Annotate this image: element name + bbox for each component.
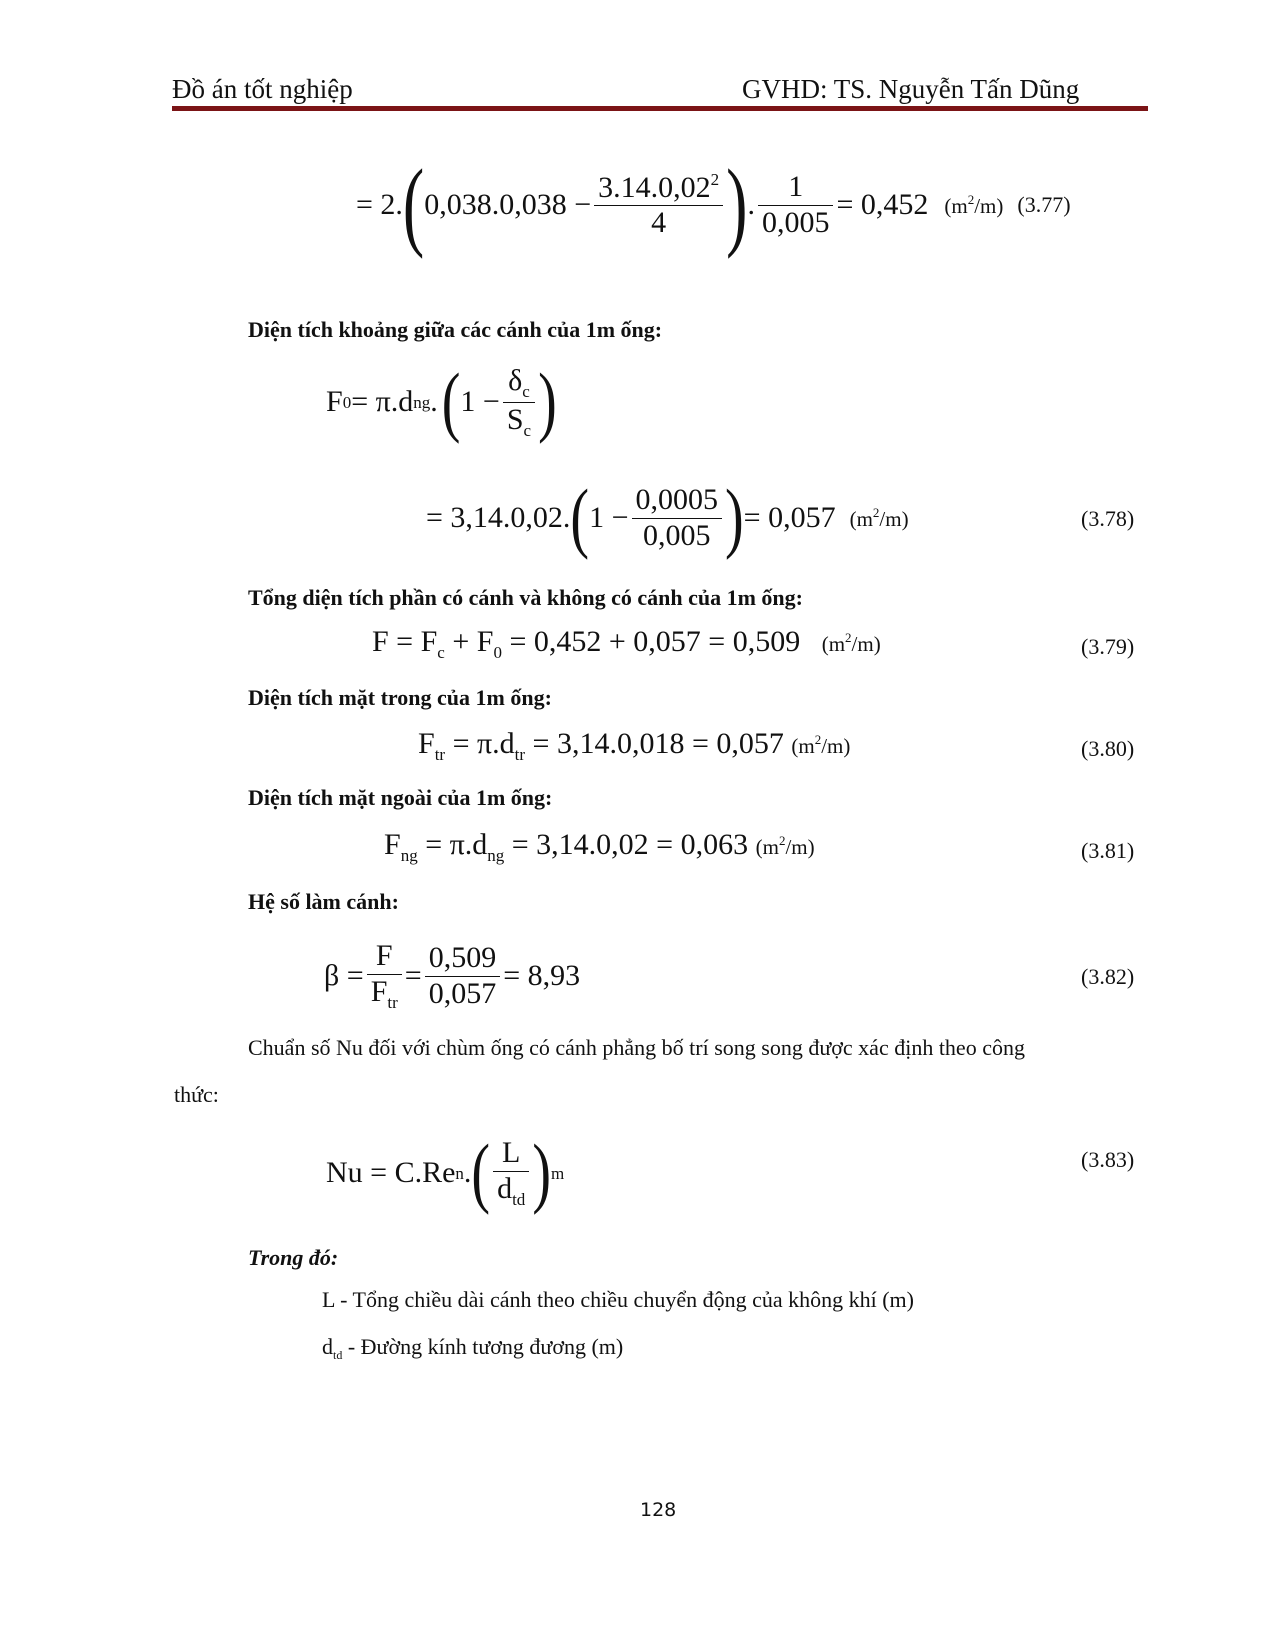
heading-fin-gap-area: Diện tích khoảng giữa các cánh của 1m ống:: [248, 317, 663, 342]
definition-d-td: [322, 1334, 623, 1363]
f0-sub: 0: [342, 392, 352, 412]
eq378-den: 0,005: [643, 518, 711, 552]
eq377-fraction-2: [758, 170, 834, 240]
eq377-close-paren: ): [726, 149, 748, 260]
eq383-den: d: [497, 1171, 513, 1205]
eq380-unit: $(m^2/m)$: [791, 732, 851, 758]
equation-3-83: [326, 1125, 564, 1221]
equation-f0-definition: [326, 360, 557, 444]
eq378-one-minus: 1 −: [589, 501, 629, 534]
equation-3-79: [372, 627, 881, 661]
eq379-part2: + F: [444, 625, 494, 658]
eq383-num: L: [502, 1136, 521, 1170]
eq382-num2: 0,509: [428, 941, 497, 974]
eq377-num-exp: 2: [710, 169, 720, 189]
header-title-left: Đồ án tốt nghiệp: [172, 74, 353, 104]
eq380-sub2: tr: [514, 745, 526, 764]
eq380-part3: = 3,14.0,018 = 0,057: [525, 727, 784, 760]
eq377-num2: 1: [788, 170, 804, 203]
eq379-unit: $(m^2/m)$: [821, 630, 881, 656]
eq381-sub2: ng: [487, 846, 505, 865]
eq382-den1-sub: tr: [387, 992, 398, 1012]
eq380-part1: F: [418, 727, 435, 760]
eq379-number: (3.79): [1081, 634, 1135, 659]
page-number: 128: [640, 1499, 677, 1521]
eq377-inner: 0,038.0,038 −: [424, 188, 592, 221]
eq377-number: (3.77): [1017, 192, 1071, 217]
eq377-dot: .: [747, 188, 755, 221]
equation-3-81: [384, 830, 815, 864]
eq381-unit: $(m^2/m)$: [755, 833, 815, 859]
eq379-part3: = 0,452 + 0,057 = 0,509: [501, 625, 801, 658]
eq383-exp-n: n: [455, 1163, 464, 1183]
eq378-num: 0,0005: [635, 483, 718, 516]
eq383-number: (3.83): [1081, 1147, 1135, 1172]
heading-fin-coefficient: Hệ số làm cánh:: [248, 889, 399, 914]
eq382-fraction-2: [425, 941, 501, 1011]
heading-inner-area: Diện tích mặt trong của 1m ống:: [248, 685, 552, 710]
f0-fraction: [503, 364, 535, 440]
eq383-fraction: [493, 1136, 529, 1209]
paragraph-nu-line1: Chuẩn số Nu đối với chùm ống có cánh phẳng bố trí song song được xác định theo công: [248, 1035, 1025, 1060]
f0-mid: = π.d: [351, 385, 414, 418]
eq377-den: 4: [651, 206, 667, 239]
definition-L: L - Tổng chiều dài cánh theo chiều chuyển động của không khí (m): [322, 1287, 914, 1312]
eq382-den1: F: [370, 974, 388, 1008]
f0-symbol: F: [326, 385, 343, 418]
paragraph-nu-line2: thức:: [174, 1082, 219, 1107]
eq377-den2: 0,005: [761, 205, 830, 239]
f0-num: δ: [508, 363, 523, 397]
eq382-result: = 8,93: [503, 959, 581, 992]
def-d-symbol: d: [322, 1334, 333, 1359]
f0-den-sub: c: [523, 420, 532, 440]
eq381-part1: F: [384, 828, 401, 861]
eq382-den2: 0,057: [428, 976, 497, 1010]
eq381-number: (3.81): [1081, 838, 1135, 863]
eq377-lead: = 2.: [356, 188, 403, 221]
eq377-result: = 0,452: [836, 188, 929, 221]
eq378-unit: $(m^2/m)$: [849, 505, 909, 531]
eq382-num1: F: [375, 939, 393, 973]
heading-total-area: Tổng diện tích phần có cánh và không có cánh của 1m ống:: [248, 585, 803, 610]
eq382-fraction-1: [367, 939, 402, 1012]
equation-3-82: [324, 933, 580, 1019]
eq379-sub1: c: [437, 643, 445, 662]
eq377-unit: $(m^2/m)$: [944, 192, 1004, 218]
f0-num-sub: c: [522, 381, 530, 401]
eq377-fraction: [594, 170, 723, 241]
equation-3-77: [356, 149, 1071, 260]
eq381-sub1: ng: [400, 846, 418, 865]
eq380-part2: = π.d: [445, 727, 515, 760]
def-d-text: - Đường kính tương đương (m): [342, 1334, 624, 1359]
eq383-open-paren: (: [471, 1129, 491, 1217]
eq378-lead: = 3,14.0,02.: [426, 501, 571, 534]
eq378-fraction: [632, 483, 723, 553]
eq382-equals: =: [404, 959, 422, 992]
eq379-part1: F = F: [372, 625, 438, 658]
def-d-sub: td: [333, 1348, 343, 1362]
eq378-open-paren: (: [570, 474, 590, 562]
eq381-part3: = 3,14.0,02 = 0,063: [504, 828, 749, 861]
equation-3-78: [426, 476, 909, 560]
equation-3-80: [418, 729, 850, 763]
eq378-close-paren: ): [725, 474, 744, 562]
eq378-number: (3.78): [1081, 506, 1135, 531]
f0-den: S: [506, 402, 524, 436]
heading-outer-area: Diện tích mặt ngoài của 1m ống:: [248, 785, 553, 810]
eq380-sub1: tr: [434, 745, 446, 764]
eq382-number: (3.82): [1081, 964, 1135, 989]
eq383-exp-m: m: [550, 1163, 565, 1183]
f0-open-paren: (: [441, 358, 461, 446]
header-supervisor: GVHD: TS. Nguyễn Tấn Dũng: [742, 74, 1080, 104]
f0-dot: .: [430, 385, 438, 418]
eq382-lead: β =: [324, 959, 364, 992]
eq377-open-paren: (: [402, 149, 425, 260]
eq383-lead: Nu = C.Re: [326, 1156, 456, 1189]
eq381-part2: = π.d: [417, 828, 488, 861]
eq383-dot: .: [463, 1156, 472, 1189]
eq380-number: (3.80): [1081, 736, 1135, 761]
where-label: Trong đó:: [248, 1245, 339, 1270]
eq379-sub2: 0: [493, 643, 502, 662]
eq378-result: = 0,057: [743, 501, 836, 534]
f0-close-paren: ): [538, 358, 557, 446]
header-rule: [172, 106, 1148, 111]
f0-one-minus: 1 −: [460, 385, 500, 418]
eq383-close-paren: ): [532, 1129, 551, 1217]
f0-d-sub: ng: [413, 392, 431, 412]
eq383-den-sub: td: [512, 1189, 526, 1209]
eq377-num: 3.14.0,02: [598, 170, 711, 204]
